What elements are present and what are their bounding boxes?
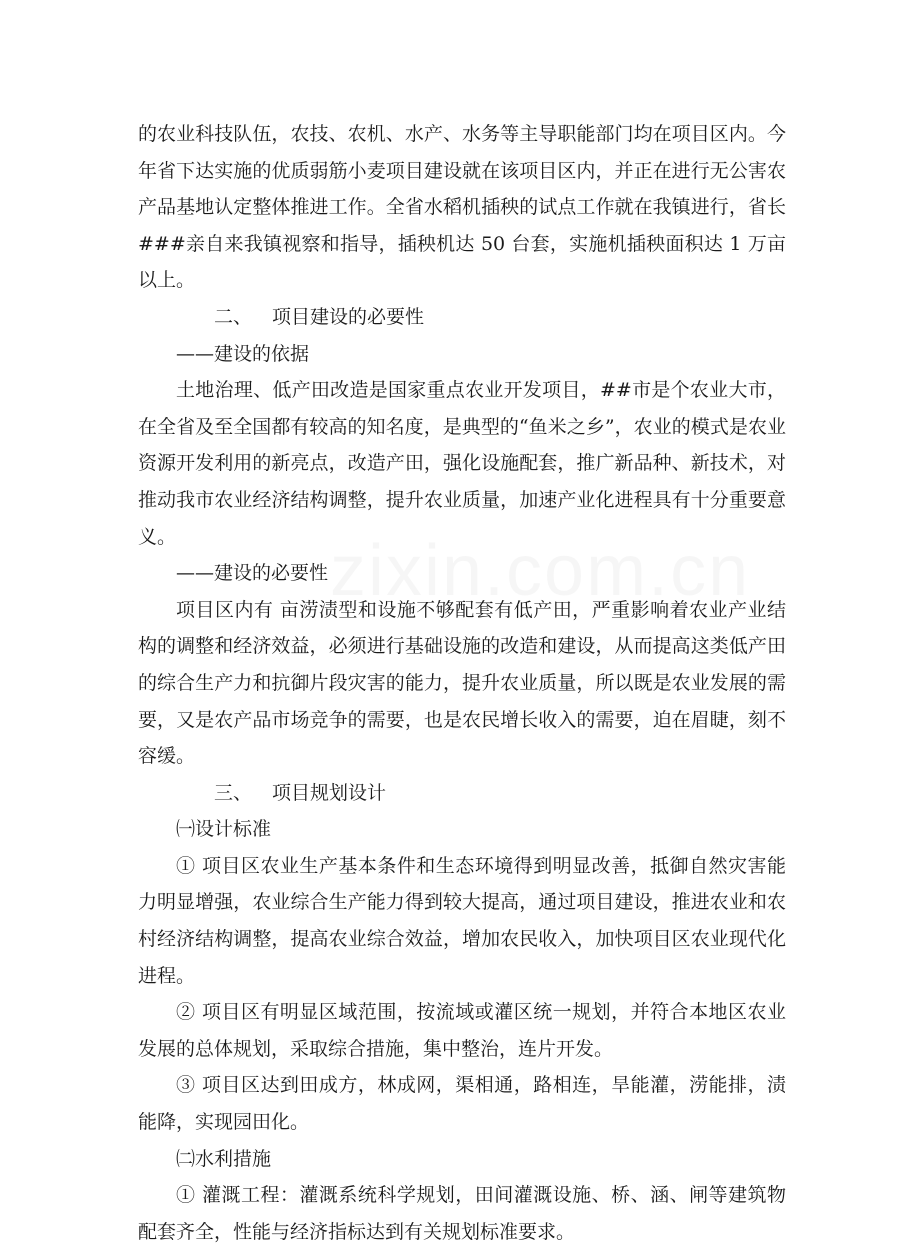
- body-paragraph: 的农业科技队伍，农技、农机、水产、水务等主导职能部门均在项目区内。今年省下达实施的优质弱筋小麦项目建设就在该项目区内，并正在进行无公害农产品基地认定整体推进工作。全省水稻机插秧的试点工作就在我镇进行，省长###亲自来我镇视察和指导，插秧机达 50 台套，实施机插秧面积达 1 万亩以上。: [138, 123, 786, 292]
- body-paragraph: ——建设的依据: [176, 342, 310, 365]
- document-body: [138, 116, 786, 1250]
- body-paragraph: 项目区内有 亩涝渍型和设施不够配套有低产田，严重影响着农业产业结构的调整和经济效益，必须进行基础设施的改造和建设，从而提高这类低产田的综合生产力和抗御片段灾害的能力，提升农业质量，所以既是农业发展的需要，又是农产品市场竞争的需要，也是农民增长收入的需要，迫在眉睫，刻不容缓。: [138, 598, 786, 768]
- body-paragraph: ① 灌溉工程：灌溉系统科学规划，田间灌溉设施、桥、涵、闸等建筑物配套齐全，性能与经济指标达到有关规划标准要求。: [138, 1184, 786, 1243]
- section-heading-text: 项目规划设计: [272, 781, 387, 804]
- body-paragraph: ㈠设计标准: [176, 818, 272, 841]
- section-heading-number: 三、: [214, 781, 253, 804]
- body-paragraph: ③ 项目区达到田成方，林成网，渠相通，路相连，旱能灌，涝能排，渍能降，实现园田化。: [138, 1074, 786, 1134]
- section-heading: [138, 775, 786, 812]
- section-heading: [138, 299, 786, 336]
- body-paragraph: ② 项目区有明显区域范围，按流域或灌区统一规划，并符合本地区农业发展的总体规划，采取综合措施，集中整治，连片开发。: [138, 1001, 786, 1060]
- body-paragraph: ① 项目区农业生产基本条件和生态环境得到明显改善，抵御自然灾害能力明显增强，农业综合生产能力得到较大提高，通过项目建设，推进农业和农村经济结构调整，提高农业综合效益，增加农民收入，加快项目区农业现代化进程。: [138, 854, 786, 987]
- body-paragraph: 土地治理、低产田改造是国家重点农业开发项目，##市是个农业大市，在全省及至全国都有较高的知名度，是典型的“鱼米之乡”，农业的模式是农业资源开发利用的新亮点，改造产田，强化设施配套，推广新品种、新技术，对推动我市农业经济结构调整，提升农业质量，加速产业化进程具有十分重要意义。: [138, 379, 786, 548]
- body-paragraph: ——建设的必要性: [176, 562, 329, 585]
- body-paragraph: ㈡水利措施: [176, 1147, 272, 1170]
- section-heading-text: 项目建设的必要性: [272, 305, 425, 328]
- section-heading-number: 二、: [214, 305, 253, 328]
